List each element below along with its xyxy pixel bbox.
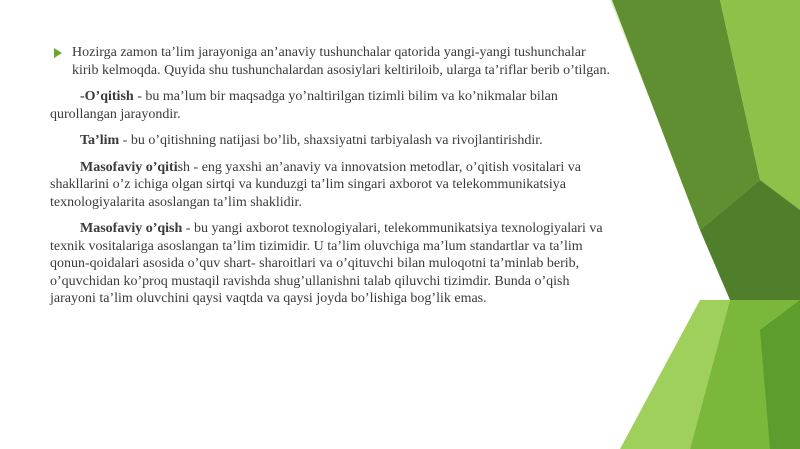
bullet-arrow-icon: [54, 48, 62, 58]
definition-term: Masofaviy o’qish: [80, 221, 183, 236]
definition-masofaviy-oqitish: [50, 159, 610, 212]
definition-text: - bu yangi axborot texnologiyalari, telekommunikatsiya texnologiyalari va texnik vositalariga asoslangan ta’lim tizimidir. U ta’lim oluvchiga ma’lum standartlar va ta’lim qonun-qoidalari asosida o’quv shart- sharoitlari va o’qituvchi bilan muloqotni ta’minlab berib, o’quvchidan ko’proq mustaqil ravishda shug’ullanishni talab qiluvchi tizimdir. Bunda o’qish jarayoni ta’lim oluvchini qaysi vaqtda va qaysi joyda bo’lishiga bog’lik emas.: [50, 221, 603, 306]
definition-text: sh - eng yaxshi an’anaviy va innovatsion metodlar, o’qitish vositalari va shakllarini o’z ichiga olgan sirtqi va kunduzgi ta’lim singari axborot va telekommunikatsiya texnologiyalarita asoslangan ta’lim shaklidir.: [50, 159, 582, 210]
definition-talim: [50, 132, 610, 150]
intro-text: Hozirga zamon ta’lim jarayoniga an’anaviy tushunchalar qatorida yangi-yangi tushunchalar kirib kelmoqda. Quyida shu tushunchalardan asosiylari keltiriloib, ularga ta’riflar berib o’tilgan.: [72, 45, 610, 78]
intro-bullet: [50, 44, 610, 79]
definition-term: Ta’lim: [80, 133, 120, 148]
definition-text: - bu o’qitishning natijasi bo’lib, shaxsiyatni tarbiyalash va rivojlantirishdir.: [119, 133, 543, 148]
definition-term: -O’qitish: [80, 89, 134, 104]
definition-masofaviy-oqish: [50, 220, 610, 308]
definition-term: Masofaviy o’qiti: [80, 159, 178, 175]
slide-content: [50, 44, 610, 317]
definition-oqitish: [50, 88, 610, 123]
definition-text: - bu ma’lum bir maqsadga yo’naltirilgan tizimli bilim va ko’nikmalar bilan qurollangan jarayondir.: [50, 89, 558, 122]
